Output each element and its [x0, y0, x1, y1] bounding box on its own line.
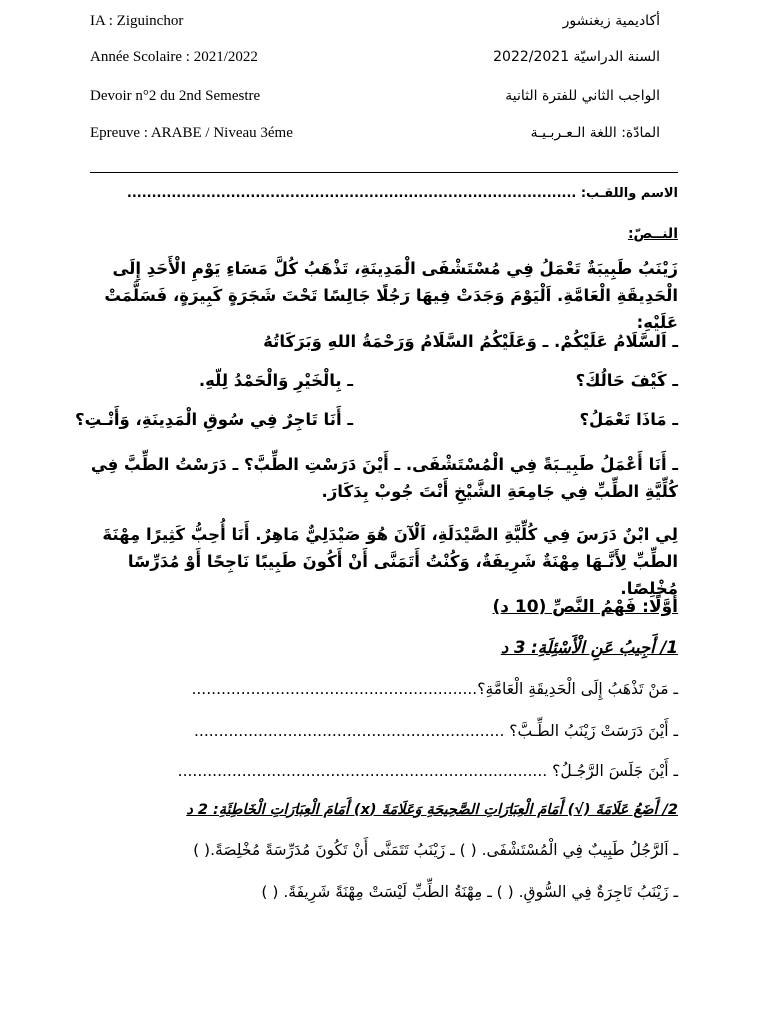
question-line: ـ أَيْنَ جَلَسَ الرَّجُـلُ؟ ...........................................................................: [177, 762, 678, 780]
greeting-line: ـ اَلسَّلَامُ عَلَيْكُمْ. ـ وَعَلَيْكُمُ السَّلَامُ وَرَحْمَةُ اللهِ وَبَرَكَاتُهُ: [263, 332, 678, 351]
header-assignment-fr: Devoir n°2 du 2nd Semestre: [90, 88, 261, 104]
header-divider: [90, 172, 678, 173]
question-line: ـ مَنْ تَذْهَبُ إِلَى الْحَدِيقَةِ الْعَامَّةِ؟..........................................................: [191, 680, 678, 698]
header-subject-fr: Epreuve : ARABE / Niveau 3éme: [90, 125, 293, 141]
dialogue-row: [88, 371, 678, 397]
question-line: ـ أَيْنَ دَرَسَتْ زَيْنَبُ الطِّـبَّ؟ ...............................................................: [193, 722, 678, 740]
question-2-title: 2/ أَضَعُ عَلَامَةَ (√) أَمَامَ الْعِبَارَاتِ الصَّحِيحَةِ وَعَلَامَةَ (x) أَمَامَ الْعِبَارَاتِ الْخَاطِئَةِ: 2 د: [186, 802, 678, 818]
text-paragraph-1: زَيْنَبُ طَبِيبَةٌ تَعْمَلُ فِي مُسْتَشْفَى الْمَدِينَةِ، تَذْهَبُ كُلَّ مَسَاءِ يَوْمِ الْأَحَدِ إِلَى الْحَدِيقَةِ الْعَامَّةِ. اَلْيَوْمَ وَجَدَتْ فِيهَا رَجُلًا جَالِسًا تَحْتَ شَجَرَةٍ كَبِيرَةٍ، فَسَلَّمَتْ عَلَيْهِ:: [104, 259, 678, 332]
header-academy-ar: أكاديمية زيغنشور: [562, 13, 660, 29]
true-false-line: ـ زَيْنَبُ تَاجِرَةٌ فِي السُّوقِ. ( ) ـ مِهْنَةُ الطِّبِّ لَيْسَتْ مِهْنَةً شَرِيفَةً. ( ): [261, 883, 678, 901]
header-row-1: [0, 13, 768, 37]
dialogue-row: [75, 410, 678, 436]
true-false-line: ـ اَلرَّجُلُ طَبِيبٌ فِي الْمُسْتَشْفَى. ( ) ـ زَيْنَبُ تَتَمَنَّى أَنْ تَكُونَ مُدَرِّسَةً مُخْلِصَةً.( ): [193, 841, 678, 859]
header-row-3: [0, 88, 768, 112]
dialogue-answer: ـ بِالْخَيْرِ وَالْحَمْدُ لِلّهِ.: [198, 371, 353, 390]
header-year-fr: Année Scolaire : 2021/2022: [90, 49, 258, 65]
text-paragraph-2: ـ أَنَا أَعْمَلُ طَبِيـبَةً فِي الْمُسْتَشْفَى. ـ أَيْنَ دَرَسْتِ الطِّبَّ؟ ـ دَرَسْتُ الطِّبَّ فِي كُلِّيَّةِ الطِّبِّ فِي جَامِعَةِ الشَّيْخِ أَنْتَ جُوبْ بِدَكَارَ.: [90, 455, 678, 501]
header-year-ar: السنة الدراسيّة 2022/2021: [493, 49, 660, 65]
header-assignment-ar: الواجب الثاني للفترة الثانية: [505, 88, 660, 104]
name-fill-dots: ...........................................................................................: [126, 186, 577, 201]
name-label: الاسم واللقـب:: [580, 186, 678, 201]
header-subject-ar: المادّة: اللغة الـعـربـيـة: [530, 125, 660, 141]
section-comprehension-title: أوَّلًا: فَهْمُ النَّصِّ (10 د): [492, 597, 678, 617]
dialogue-answer: ـ أَنَا تَاجِرٌ فِي سُوقِ الْمَدِينَةِ، وَأَنْـتِ؟: [75, 410, 353, 429]
text-title: النــصّ:: [627, 226, 678, 242]
header-academy-fr: IA : Ziguinchor: [90, 13, 184, 29]
dialogue-question: ـ كَيْفَ حَالُكَ؟: [575, 371, 678, 390]
dialogue-question: ـ مَاذَا تَعْمَلُ؟: [579, 410, 678, 429]
header-row-4: [0, 125, 768, 149]
student-name-line: [78, 186, 678, 201]
question-1-title: 1/ أَجِيبُ عَنِ الْأَسْئِلَةِ: 3 د: [500, 638, 678, 657]
header-row-2: [0, 49, 768, 73]
text-paragraph-3: لِي ابْنٌ دَرَسَ فِي كُلِّيَّةِ الصَّيْدَلَةِ، اَلْآنَ هُوَ صَيْدَلِيٌّ مَاهِرٌ. أَنَا أُحِبُّ كَثِيرًا مِهْنَةَ الطِّبِّ لِأَنَّـهَا مِهْنَةٌ شَرِيفَةٌ، وَكُنْتُ أَتَمَنَّى أَنْ أَكُونَ طَبِيبًا نَاجِحًا أَوْ مُدَرِّسًا مُخْلِصًا.: [102, 525, 678, 598]
